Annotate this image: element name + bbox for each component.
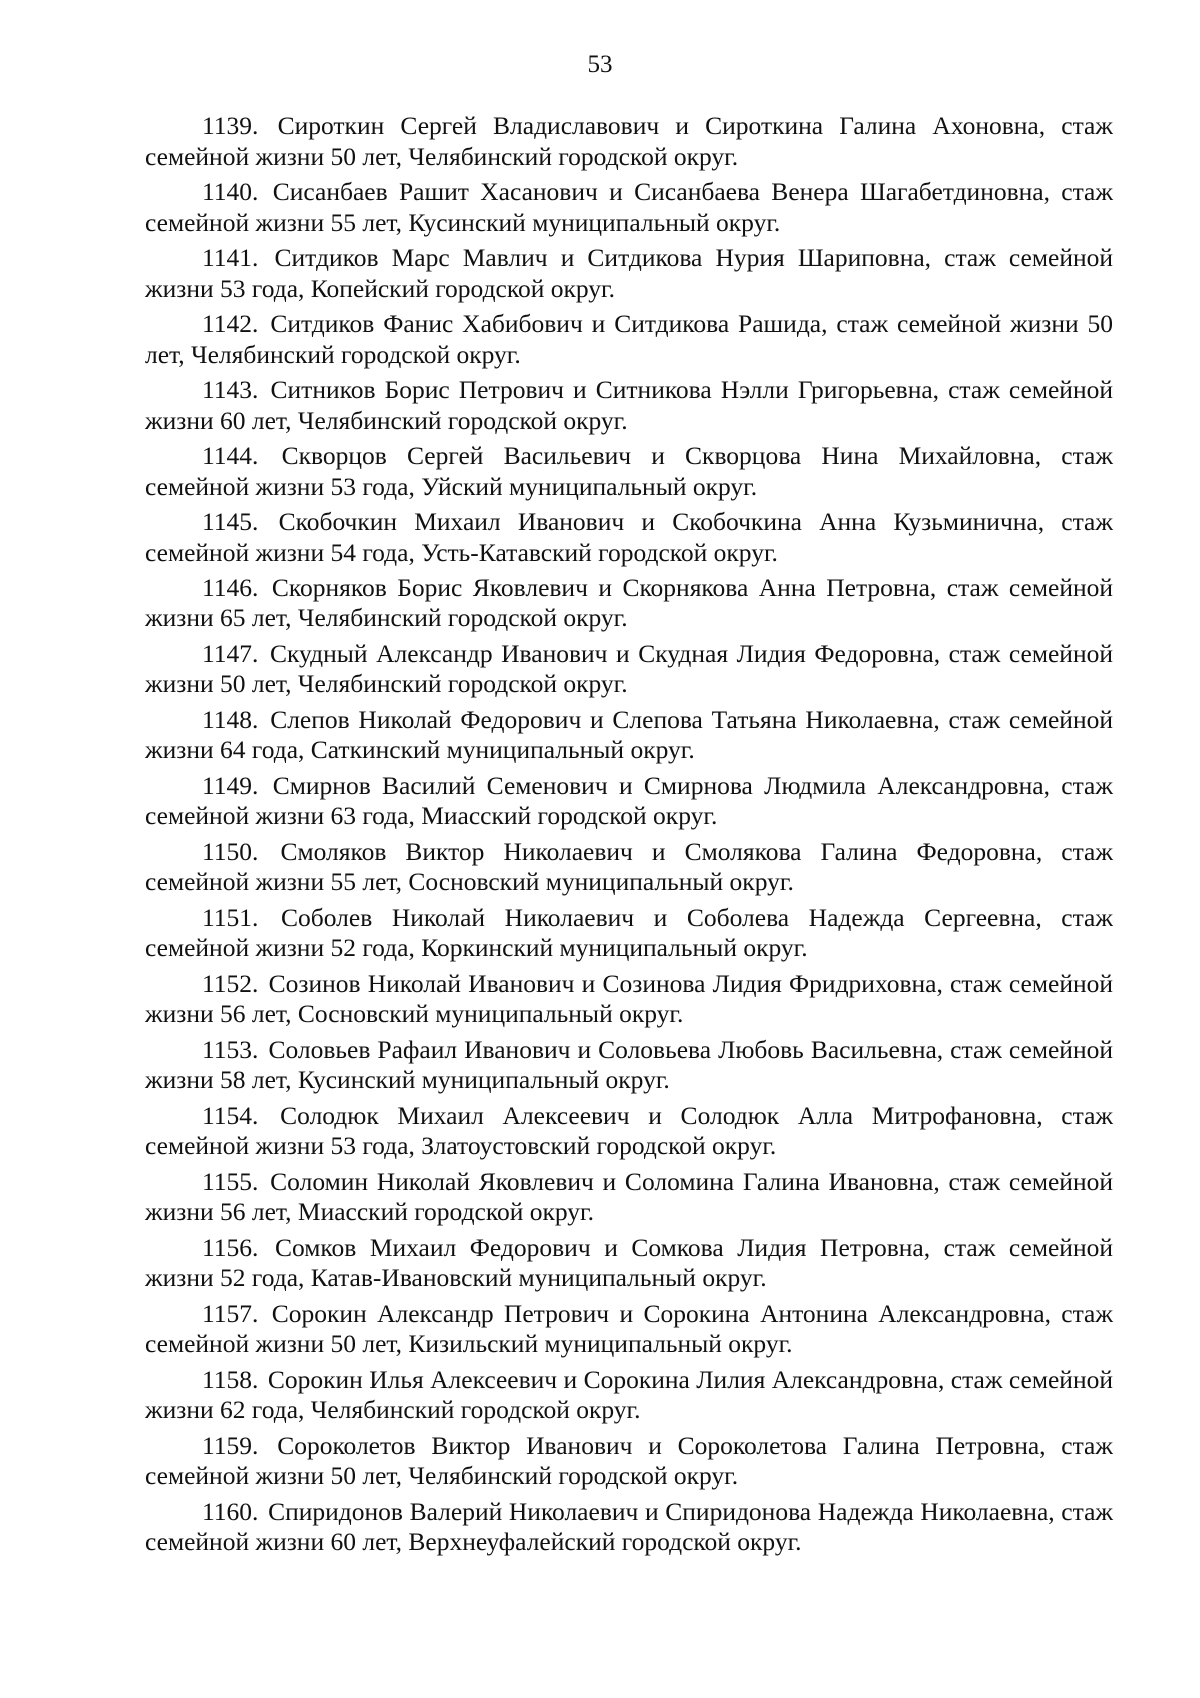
entry-number: 1153. <box>202 1034 259 1064</box>
entry-list <box>145 111 1113 1563</box>
list-item <box>145 309 1113 370</box>
entry-number: 1154. <box>202 1100 259 1130</box>
entry-number: 1141. <box>202 242 259 272</box>
entry-text: Соболев Николай Николаевич и Соболева Надежда Сергеевна, стаж семейной жизни 52 года, Коркинский муниципальный округ. <box>145 902 1113 963</box>
list-item <box>145 1167 1113 1228</box>
entry-number: 1145. <box>202 506 259 536</box>
list-item <box>145 243 1113 304</box>
entry-number: 1148. <box>202 704 259 734</box>
entry-number: 1155. <box>202 1166 259 1196</box>
entry-text: Скудный Александр Иванович и Скудная Лидия Федоровна, стаж семейной жизни 50 лет, Челябинский городской округ. <box>145 638 1113 699</box>
list-item <box>145 1497 1113 1558</box>
list-item <box>145 1365 1113 1426</box>
entry-text: Спиридонов Валерий Николаевич и Спиридонова Надежда Николаевна, стаж семейной жизни 60 лет, Верхнеуфалейский городской округ. <box>145 1496 1114 1557</box>
entry-text: Сомков Михаил Федорович и Сомкова Лидия Петровна, стаж семейной жизни 52 года, Катав-Ивановский муниципальный округ. <box>145 1232 1113 1293</box>
entry-text: Сисанбаев Рашит Хасанович и Сисанбаева Венера Шагабетдиновна, стаж семейной жизни 55 лет, Кусинский муниципальный округ. <box>145 176 1113 237</box>
list-item <box>145 1431 1113 1492</box>
entry-text: Соломин Николай Яковлевич и Соломина Галина Ивановна, стаж семейной жизни 56 лет, Миасский городской округ. <box>145 1166 1113 1227</box>
entry-text: Смирнов Василий Семенович и Смирнова Людмила Александровна, стаж семейной жизни 63 года, Миасский городской округ. <box>145 770 1113 831</box>
entry-number: 1140. <box>202 176 259 206</box>
entry-number: 1146. <box>202 572 259 602</box>
list-item <box>145 1035 1113 1096</box>
entry-text: Скобочкин Михаил Иванович и Скобочкина Анна Кузьминична, стаж семейной жизни 54 года, Усть-Катавский городской округ. <box>145 506 1113 567</box>
list-item <box>145 507 1113 568</box>
entry-text: Сорокин Илья Алексеевич и Сорокина Лилия Александровна, стаж семейной жизни 62 года, Челябинский городской округ. <box>145 1364 1114 1425</box>
entry-text: Сироткин Сергей Владиславович и Сироткина Галина Ахоновна, стаж семейной жизни 50 лет, Челябинский городской округ. <box>145 111 1113 171</box>
entry-text: Созинов Николай Иванович и Созинова Лидия Фридриховна, стаж семейной жизни 56 лет, Сосновский муниципальный округ. <box>145 968 1114 1029</box>
entry-number: 1157. <box>202 1298 259 1328</box>
entry-number: 1151. <box>202 902 259 932</box>
entry-number: 1143. <box>202 374 259 404</box>
list-item <box>145 705 1113 766</box>
list-item <box>145 1299 1113 1360</box>
entry-text: Ситдиков Фанис Хабибович и Ситдикова Рашида, стаж семейной жизни 50 лет, Челябинский городской округ. <box>145 308 1114 369</box>
entry-text: Солодюк Михаил Алексеевич и Солодюк Алла Митрофановна, стаж семейной жизни 53 года, Златоустовский городской округ. <box>145 1100 1114 1161</box>
list-item <box>145 771 1113 832</box>
entry-number: 1150. <box>202 836 259 866</box>
page-number: 53 <box>587 51 613 78</box>
entry-number: 1159. <box>202 1430 259 1460</box>
list-item <box>145 639 1113 700</box>
entry-number: 1152. <box>202 968 259 998</box>
entry-number: 1158. <box>202 1364 259 1394</box>
entry-number: 1144. <box>202 440 259 470</box>
entry-number: 1149. <box>202 770 259 800</box>
entry-text: Ситников Борис Петрович и Ситникова Нэлли Григорьевна, стаж семейной жизни 60 лет, Челябинский городской округ. <box>145 374 1113 435</box>
list-item <box>145 111 1113 172</box>
list-item <box>145 969 1113 1030</box>
list-item <box>145 903 1113 964</box>
entry-text: Сороколетов Виктор Иванович и Сороколетова Галина Петровна, стаж семейной жизни 50 лет, Челябинский городской округ. <box>145 1430 1113 1491</box>
entry-text: Смоляков Виктор Николаевич и Смолякова Галина Федоровна, стаж семейной жизни 55 лет, Сосновский муниципальный округ. <box>145 836 1113 897</box>
entry-number: 1147. <box>202 638 259 668</box>
list-item <box>145 837 1113 898</box>
entry-number: 1160. <box>202 1496 259 1526</box>
list-item <box>145 375 1113 436</box>
list-item <box>145 441 1113 502</box>
list-item <box>145 1101 1113 1162</box>
entry-text: Слепов Николай Федорович и Слепова Татьяна Николаевна, стаж семейной жизни 64 года, Саткинский муниципальный округ. <box>145 704 1113 765</box>
entry-text: Скворцов Сергей Васильевич и Скворцова Нина Михайловна, стаж семейной жизни 53 года, Уйский муниципальный округ. <box>145 440 1113 501</box>
entry-text: Соловьев Рафаил Иванович и Соловьева Любовь Васильевна, стаж семейной жизни 58 лет, Кусинский муниципальный округ. <box>145 1034 1113 1095</box>
entry-number: 1139. <box>202 111 259 140</box>
list-item <box>145 177 1113 238</box>
entry-number: 1156. <box>202 1232 259 1262</box>
entry-text: Ситдиков Марс Мавлич и Ситдикова Нурия Шариповна, стаж семейной жизни 53 года, Копейский городской округ. <box>145 242 1114 303</box>
entry-text: Сорокин Александр Петрович и Сорокина Антонина Александровна, стаж семейной жизни 50 лет, Кизильский муниципальный округ. <box>145 1298 1113 1359</box>
entry-text: Скорняков Борис Яковлевич и Скорнякова Анна Петровна, стаж семейной жизни 65 лет, Челябинский городской округ. <box>145 572 1114 633</box>
list-item <box>145 573 1113 634</box>
entry-number: 1142. <box>202 308 259 338</box>
list-item <box>145 1233 1113 1294</box>
